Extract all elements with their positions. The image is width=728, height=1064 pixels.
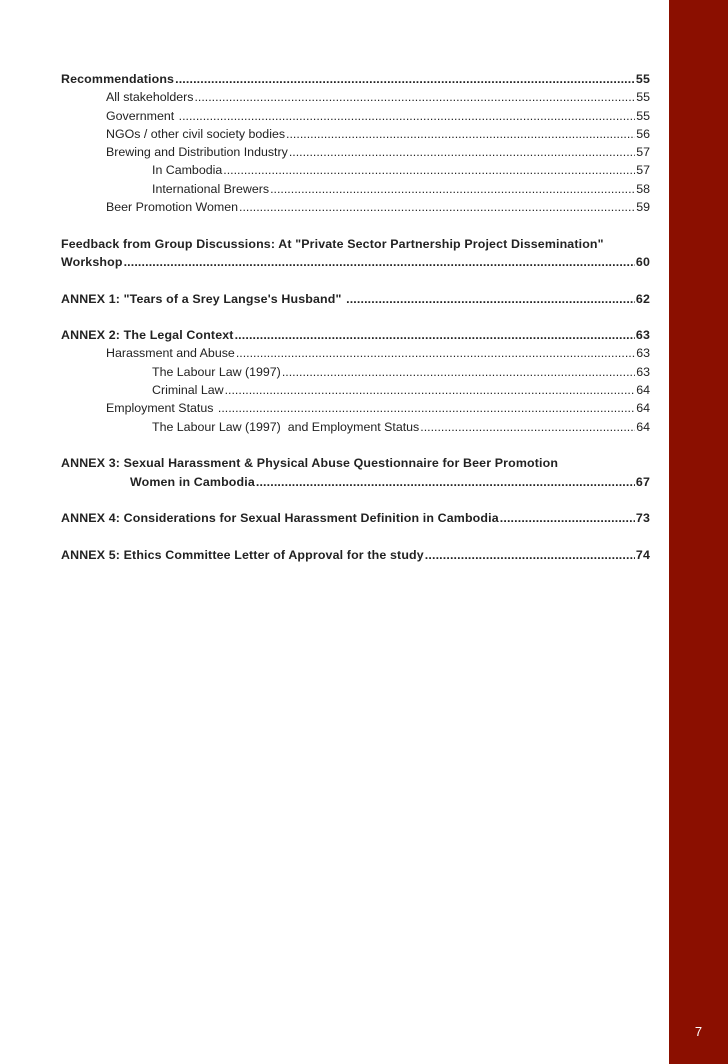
toc-entry-page: 55 bbox=[636, 90, 650, 105]
toc-entry-page: 64 bbox=[636, 383, 650, 398]
toc-entry-title: ANNEX 2: The Legal Context bbox=[61, 328, 234, 343]
toc-entry-annex-1[interactable] bbox=[61, 290, 650, 308]
dot-leader bbox=[124, 253, 635, 271]
toc-entry-title-line2: Women in Cambodia bbox=[130, 474, 255, 489]
toc-entry-page: 57 bbox=[636, 145, 650, 160]
toc-entry-title: ANNEX 5: Ethics Committee Letter of Approval for the study bbox=[61, 547, 424, 562]
toc-entry-title: Beer Promotion Women bbox=[106, 200, 238, 215]
dot-leader bbox=[236, 344, 635, 362]
toc-entry-labour-law[interactable] bbox=[61, 363, 650, 381]
spacer bbox=[61, 436, 650, 454]
toc-entry-page: 60 bbox=[635, 254, 650, 269]
toc-entry-annex-5[interactable] bbox=[61, 546, 650, 564]
spacer bbox=[61, 491, 650, 509]
toc-entry-title: All stakeholders bbox=[106, 90, 194, 105]
toc-entry-title: Government bbox=[106, 108, 178, 123]
toc-entry-title: Criminal Law bbox=[152, 383, 224, 398]
toc-entry-title: International Brewers bbox=[152, 181, 270, 196]
dot-leader bbox=[282, 363, 635, 381]
dot-leader bbox=[194, 88, 635, 106]
toc-entry-harassment-abuse[interactable] bbox=[61, 344, 650, 362]
dot-leader bbox=[223, 161, 635, 179]
spacer bbox=[61, 271, 650, 289]
toc-entry-page: 64 bbox=[636, 401, 650, 416]
toc-entry-page: 64 bbox=[636, 419, 650, 434]
toc-entry-page: 58 bbox=[636, 181, 650, 196]
dot-leader bbox=[256, 473, 635, 491]
toc-entry-page: 56 bbox=[636, 126, 650, 141]
toc-entry-annex-2[interactable] bbox=[61, 326, 650, 344]
toc-entry-page: 55 bbox=[636, 108, 650, 123]
dot-leader bbox=[286, 125, 635, 143]
toc-entry-page: 74 bbox=[635, 547, 650, 562]
dot-leader bbox=[239, 198, 635, 216]
toc-entry-page: 63 bbox=[636, 346, 650, 361]
toc-entry-beer-promotion-women[interactable] bbox=[61, 198, 650, 216]
toc-entry-page: 73 bbox=[635, 511, 650, 526]
dot-leader bbox=[270, 180, 635, 198]
dot-leader bbox=[175, 70, 635, 88]
dot-leader bbox=[218, 399, 635, 417]
dot-leader bbox=[346, 290, 635, 308]
dot-leader bbox=[179, 107, 636, 125]
toc-entry-annex-4[interactable] bbox=[61, 509, 650, 527]
toc-entry-recommendations[interactable] bbox=[61, 70, 650, 88]
dot-leader bbox=[420, 418, 635, 436]
toc-entry-government[interactable] bbox=[61, 107, 650, 125]
toc-entry-international-brewers[interactable] bbox=[61, 180, 650, 198]
toc-entry-employment-status[interactable] bbox=[61, 399, 650, 417]
toc-entry-page: 67 bbox=[635, 474, 650, 489]
page-number: 7 bbox=[694, 1024, 703, 1039]
toc-entry-continuation bbox=[61, 253, 650, 271]
spacer bbox=[61, 308, 650, 326]
toc-entry-in-cambodia[interactable] bbox=[61, 161, 650, 179]
toc-entry-title: The Labour Law (1997) and Employment Status bbox=[152, 419, 420, 434]
toc-entry-ngos[interactable] bbox=[61, 125, 650, 143]
toc-entry-title: Employment Status bbox=[106, 401, 217, 416]
toc-entry-title: Brewing and Distribution Industry bbox=[106, 145, 288, 160]
toc-entry-page: 55 bbox=[635, 72, 650, 86]
dot-leader bbox=[225, 381, 636, 399]
toc-entry-title: In Cambodia bbox=[152, 163, 223, 178]
dot-leader bbox=[235, 326, 635, 344]
toc-entry-title: NGOs / other civil society bodies bbox=[106, 126, 286, 141]
toc-entry-page: 63 bbox=[635, 328, 650, 343]
toc-entry-title-line1: ANNEX 3: Sexual Harassment & Physical Abuse Questionnaire for Beer Promotion bbox=[61, 456, 559, 471]
toc-entry-page: 63 bbox=[636, 364, 650, 379]
dot-leader bbox=[425, 546, 635, 564]
toc-entry-title-line2: Workshop bbox=[61, 254, 123, 269]
toc-entry-title: ANNEX 1: "Tears of a Srey Langse's Husband" bbox=[61, 291, 346, 306]
toc-entry-criminal-law[interactable] bbox=[61, 381, 650, 399]
toc-entry-continuation bbox=[61, 473, 650, 491]
toc-entry-labour-law-employment[interactable] bbox=[61, 418, 650, 436]
spacer bbox=[61, 527, 650, 545]
dot-leader bbox=[500, 509, 635, 527]
toc-entry-annex-3[interactable] bbox=[61, 454, 650, 491]
side-color-bar bbox=[669, 0, 728, 1064]
toc-entry-title: ANNEX 4: Considerations for Sexual Harassment Definition in Cambodia bbox=[61, 511, 499, 526]
toc-entry-title: The Labour Law (1997) bbox=[152, 364, 281, 379]
table-of-contents bbox=[61, 70, 650, 564]
toc-entry-title-line1: Feedback from Group Discussions: At "Private Sector Partnership Project Dissemination" bbox=[61, 236, 604, 251]
toc-entry-page: 59 bbox=[636, 200, 650, 215]
toc-entry-brewing-industry[interactable] bbox=[61, 143, 650, 161]
toc-entry-feedback[interactable] bbox=[61, 235, 650, 272]
toc-entry-title: Harassment and Abuse bbox=[106, 346, 235, 361]
toc-entry-title: Recommendations bbox=[61, 72, 175, 86]
toc-entry-all-stakeholders[interactable] bbox=[61, 88, 650, 106]
dot-leader bbox=[289, 143, 635, 161]
spacer bbox=[61, 216, 650, 234]
toc-entry-page: 57 bbox=[636, 163, 650, 178]
toc-entry-page: 62 bbox=[635, 291, 650, 306]
